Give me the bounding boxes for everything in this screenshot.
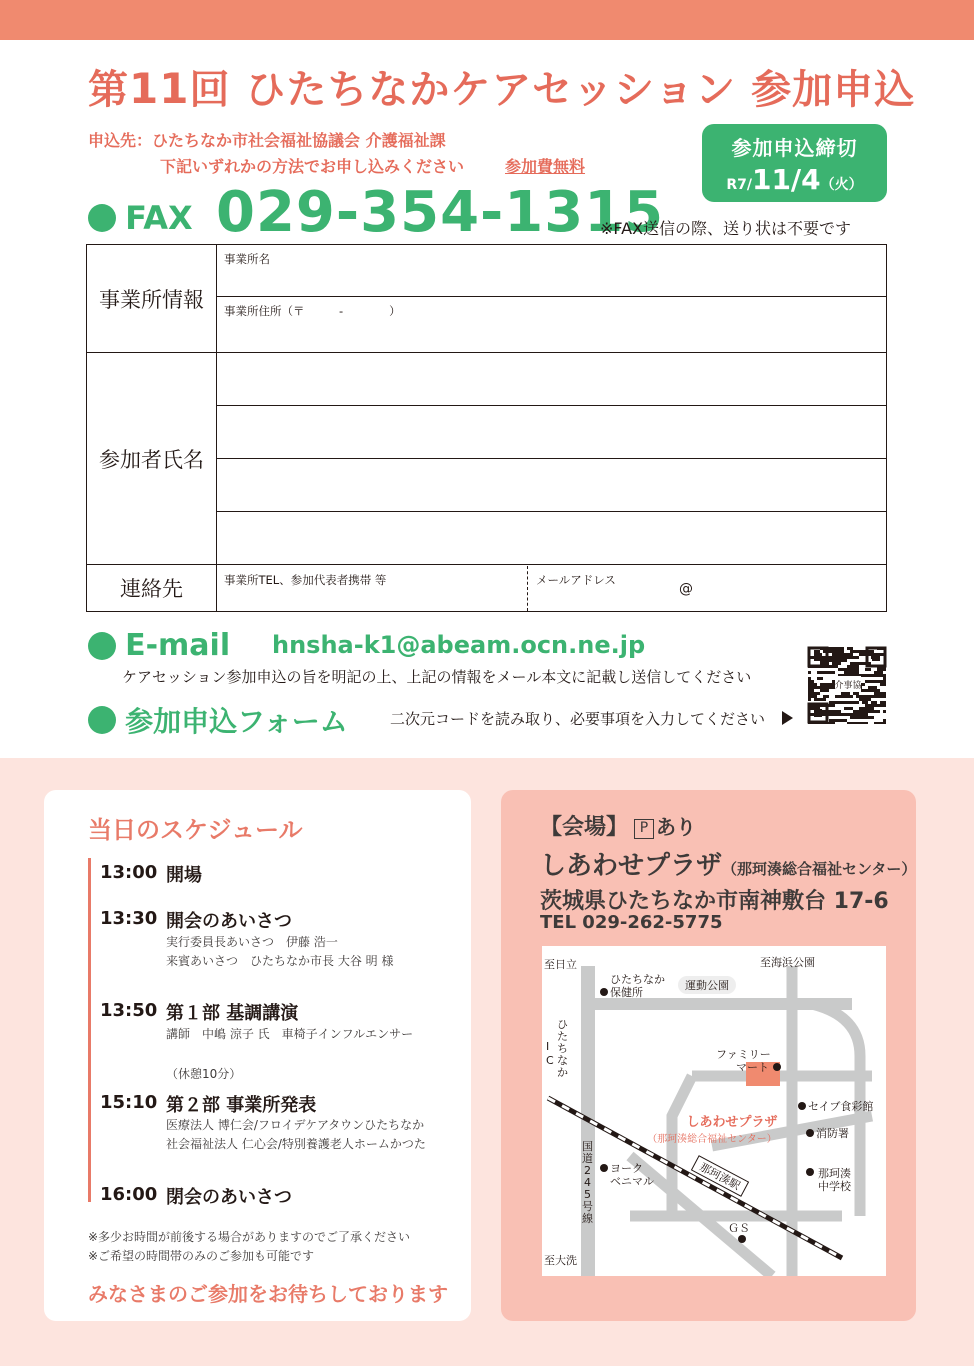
map-label: C <box>546 1054 554 1067</box>
office-address-field[interactable] <box>217 297 887 353</box>
top-banner <box>0 0 974 40</box>
schedule-time: 13:30 <box>100 908 158 929</box>
schedule-detail: 来賓あいさつ ひたちなか市長 大谷 明 様 <box>166 954 394 968</box>
map-label: ひ <box>557 1018 568 1031</box>
parking-icon: P <box>634 819 654 839</box>
map-label: 至海浜公園 <box>760 956 815 969</box>
email-note: ケアセッション参加申込の旨を明記の上、上記の情報をメール本文に記載し送信してください <box>122 668 752 686</box>
map-label: マート <box>736 1061 769 1074</box>
schedule-time: 16:00 <box>100 1184 158 1205</box>
schedule-timeline-bar <box>88 858 91 1202</box>
office-name-field[interactable] <box>217 245 887 297</box>
map-venue-sublabel: （那珂湊総合福祉センター） <box>647 1134 777 1145</box>
map-label: 2 <box>584 1164 591 1177</box>
webform-note: 二次元コードを読み取り、必要事項を入力してください <box>390 710 766 728</box>
fax-number: 029-354-1315 <box>216 180 665 245</box>
webform-label: 参加申込フォーム <box>125 705 348 738</box>
schedule-title: 当日のスケジュール <box>88 816 303 844</box>
map-label: 国 <box>582 1140 593 1153</box>
map-label: セイブ食彩館 <box>808 1100 874 1113</box>
map-label: な <box>557 1054 568 1067</box>
map-label: か <box>557 1066 568 1079</box>
participants-header: 参加者氏名 <box>87 353 217 565</box>
map-label: 消防署 <box>816 1127 849 1140</box>
bullet-icon <box>88 706 116 734</box>
map-label: 至大洗 <box>544 1254 577 1267</box>
office-address-label: 事業所住所（〒 - ） <box>224 304 401 318</box>
email-address[interactable]: hnsha-k1@abeam.ocn.ne.jp <box>272 631 646 659</box>
map-label: 至日立 <box>544 958 577 971</box>
contact-tel-label: 事業所TEL、参加代表者携帯 等 <box>224 572 387 587</box>
applicant-instruction: 下記いずれかの方法でお申し込みください <box>160 157 465 176</box>
participant-name-field[interactable] <box>217 459 887 512</box>
map-label: 中学校 <box>818 1180 851 1193</box>
qr-code-icon[interactable] <box>807 646 887 724</box>
map-label: 保健所 <box>610 986 643 999</box>
webform-heading <box>88 700 348 740</box>
map-label: 線 <box>582 1212 593 1225</box>
page-title: 第11回 ひたちなかケアセッション 参加申込 <box>88 64 916 113</box>
venue-tel: TEL 029-262-5775 <box>540 912 723 933</box>
schedule-break: （休憩10分） <box>166 1067 242 1081</box>
map-label: 5 <box>584 1188 591 1201</box>
email-label: E-mail <box>125 628 231 663</box>
schedule-event: 開場 <box>166 865 202 886</box>
office-name-label: 事業所名 <box>224 252 270 266</box>
schedule-detail: 実行委員長あいさつ 伊藤 浩一 <box>166 935 338 949</box>
map-venue-label: しあわせプラザ <box>686 1115 778 1130</box>
schedule-event: 第１部 基調講演 <box>166 1003 299 1024</box>
office-info-header: 事業所情報 <box>87 245 217 353</box>
fax-note: ※FAX送信の際、送り状は不要です <box>600 219 852 238</box>
schedule-detail: 医療法人 博仁会/フロイデケアタウンひたちなか <box>166 1118 425 1132</box>
deadline-badge <box>702 124 887 202</box>
contact-header: 連絡先 <box>87 565 217 612</box>
fax-label: FAX <box>125 199 193 237</box>
deadline-date: R7/11/4（火） <box>726 163 863 196</box>
contact-tel-field[interactable] <box>217 566 528 611</box>
schedule-detail: 講師 中嶋 涼子 氏 車椅子インフルエンサー <box>166 1027 414 1041</box>
map-label: ファミリー <box>716 1048 771 1061</box>
contact-mail-label: メールアドレス <box>536 572 616 587</box>
schedule-event: 開会のあいさつ <box>166 911 292 932</box>
map-label: 4 <box>584 1176 591 1189</box>
bullet-icon <box>88 204 116 232</box>
fax-heading <box>88 199 193 237</box>
map-label: ひたちなか <box>610 973 665 986</box>
schedule-time: 15:10 <box>100 1092 158 1113</box>
email-heading <box>88 628 230 663</box>
map-label: I <box>546 1040 550 1053</box>
bullet-icon <box>88 632 116 660</box>
participant-name-field[interactable] <box>217 406 887 459</box>
map-label: 号 <box>582 1200 593 1213</box>
map-label: た <box>557 1030 568 1043</box>
schedule-note: ※多少お時間が前後する場合がありますのでご了承ください <box>88 1230 411 1244</box>
applicant-line: 申込先：ひたちなか市社会福祉協議会 介護福祉課 <box>88 131 446 150</box>
access-map <box>542 946 886 1276</box>
schedule-detail: 社会福祉法人 仁心会/特別養護老人ホームかつた <box>166 1137 426 1151</box>
arrow-right-icon <box>782 711 793 725</box>
map-label: ベニマル <box>610 1175 654 1188</box>
map-label: ヨーク <box>610 1162 643 1175</box>
participant-name-field[interactable] <box>217 512 887 565</box>
at-sign: @ <box>679 580 693 597</box>
venue-name: しあわせプラザ（那珂湊総合福祉センター） <box>540 851 917 881</box>
map-label: ち <box>557 1042 568 1055</box>
station-label: 那珂湊駅 <box>697 1160 743 1193</box>
application-form <box>86 244 887 612</box>
venue-heading: 【会場】 P あり <box>540 815 697 840</box>
schedule-event: 第２部 事業所発表 <box>166 1095 317 1116</box>
map-label: ＧＳ <box>728 1222 750 1235</box>
participant-name-field[interactable] <box>217 353 887 406</box>
map-label: 運動公園 <box>685 979 729 992</box>
schedule-note: ※ご希望の時間帯のみのご参加も可能です <box>88 1249 315 1263</box>
schedule-event: 閉会のあいさつ <box>166 1187 292 1208</box>
venue-address: 茨城県ひたちなか市南神敷台 17-6 <box>540 889 889 914</box>
deadline-label: 参加申込締切 <box>731 136 858 160</box>
map-label: 那珂湊 <box>818 1167 851 1180</box>
closing-message: みなさまのご参加をお待ちしております <box>88 1282 448 1306</box>
free-note: 参加費無料 <box>505 157 586 176</box>
map-label: 道 <box>582 1152 593 1165</box>
contact-row <box>217 565 887 612</box>
schedule-time: 13:00 <box>100 862 158 883</box>
qr-caption: 介事協 <box>834 681 862 691</box>
schedule-time: 13:50 <box>100 1000 158 1021</box>
contact-mail-field[interactable] <box>529 566 885 611</box>
